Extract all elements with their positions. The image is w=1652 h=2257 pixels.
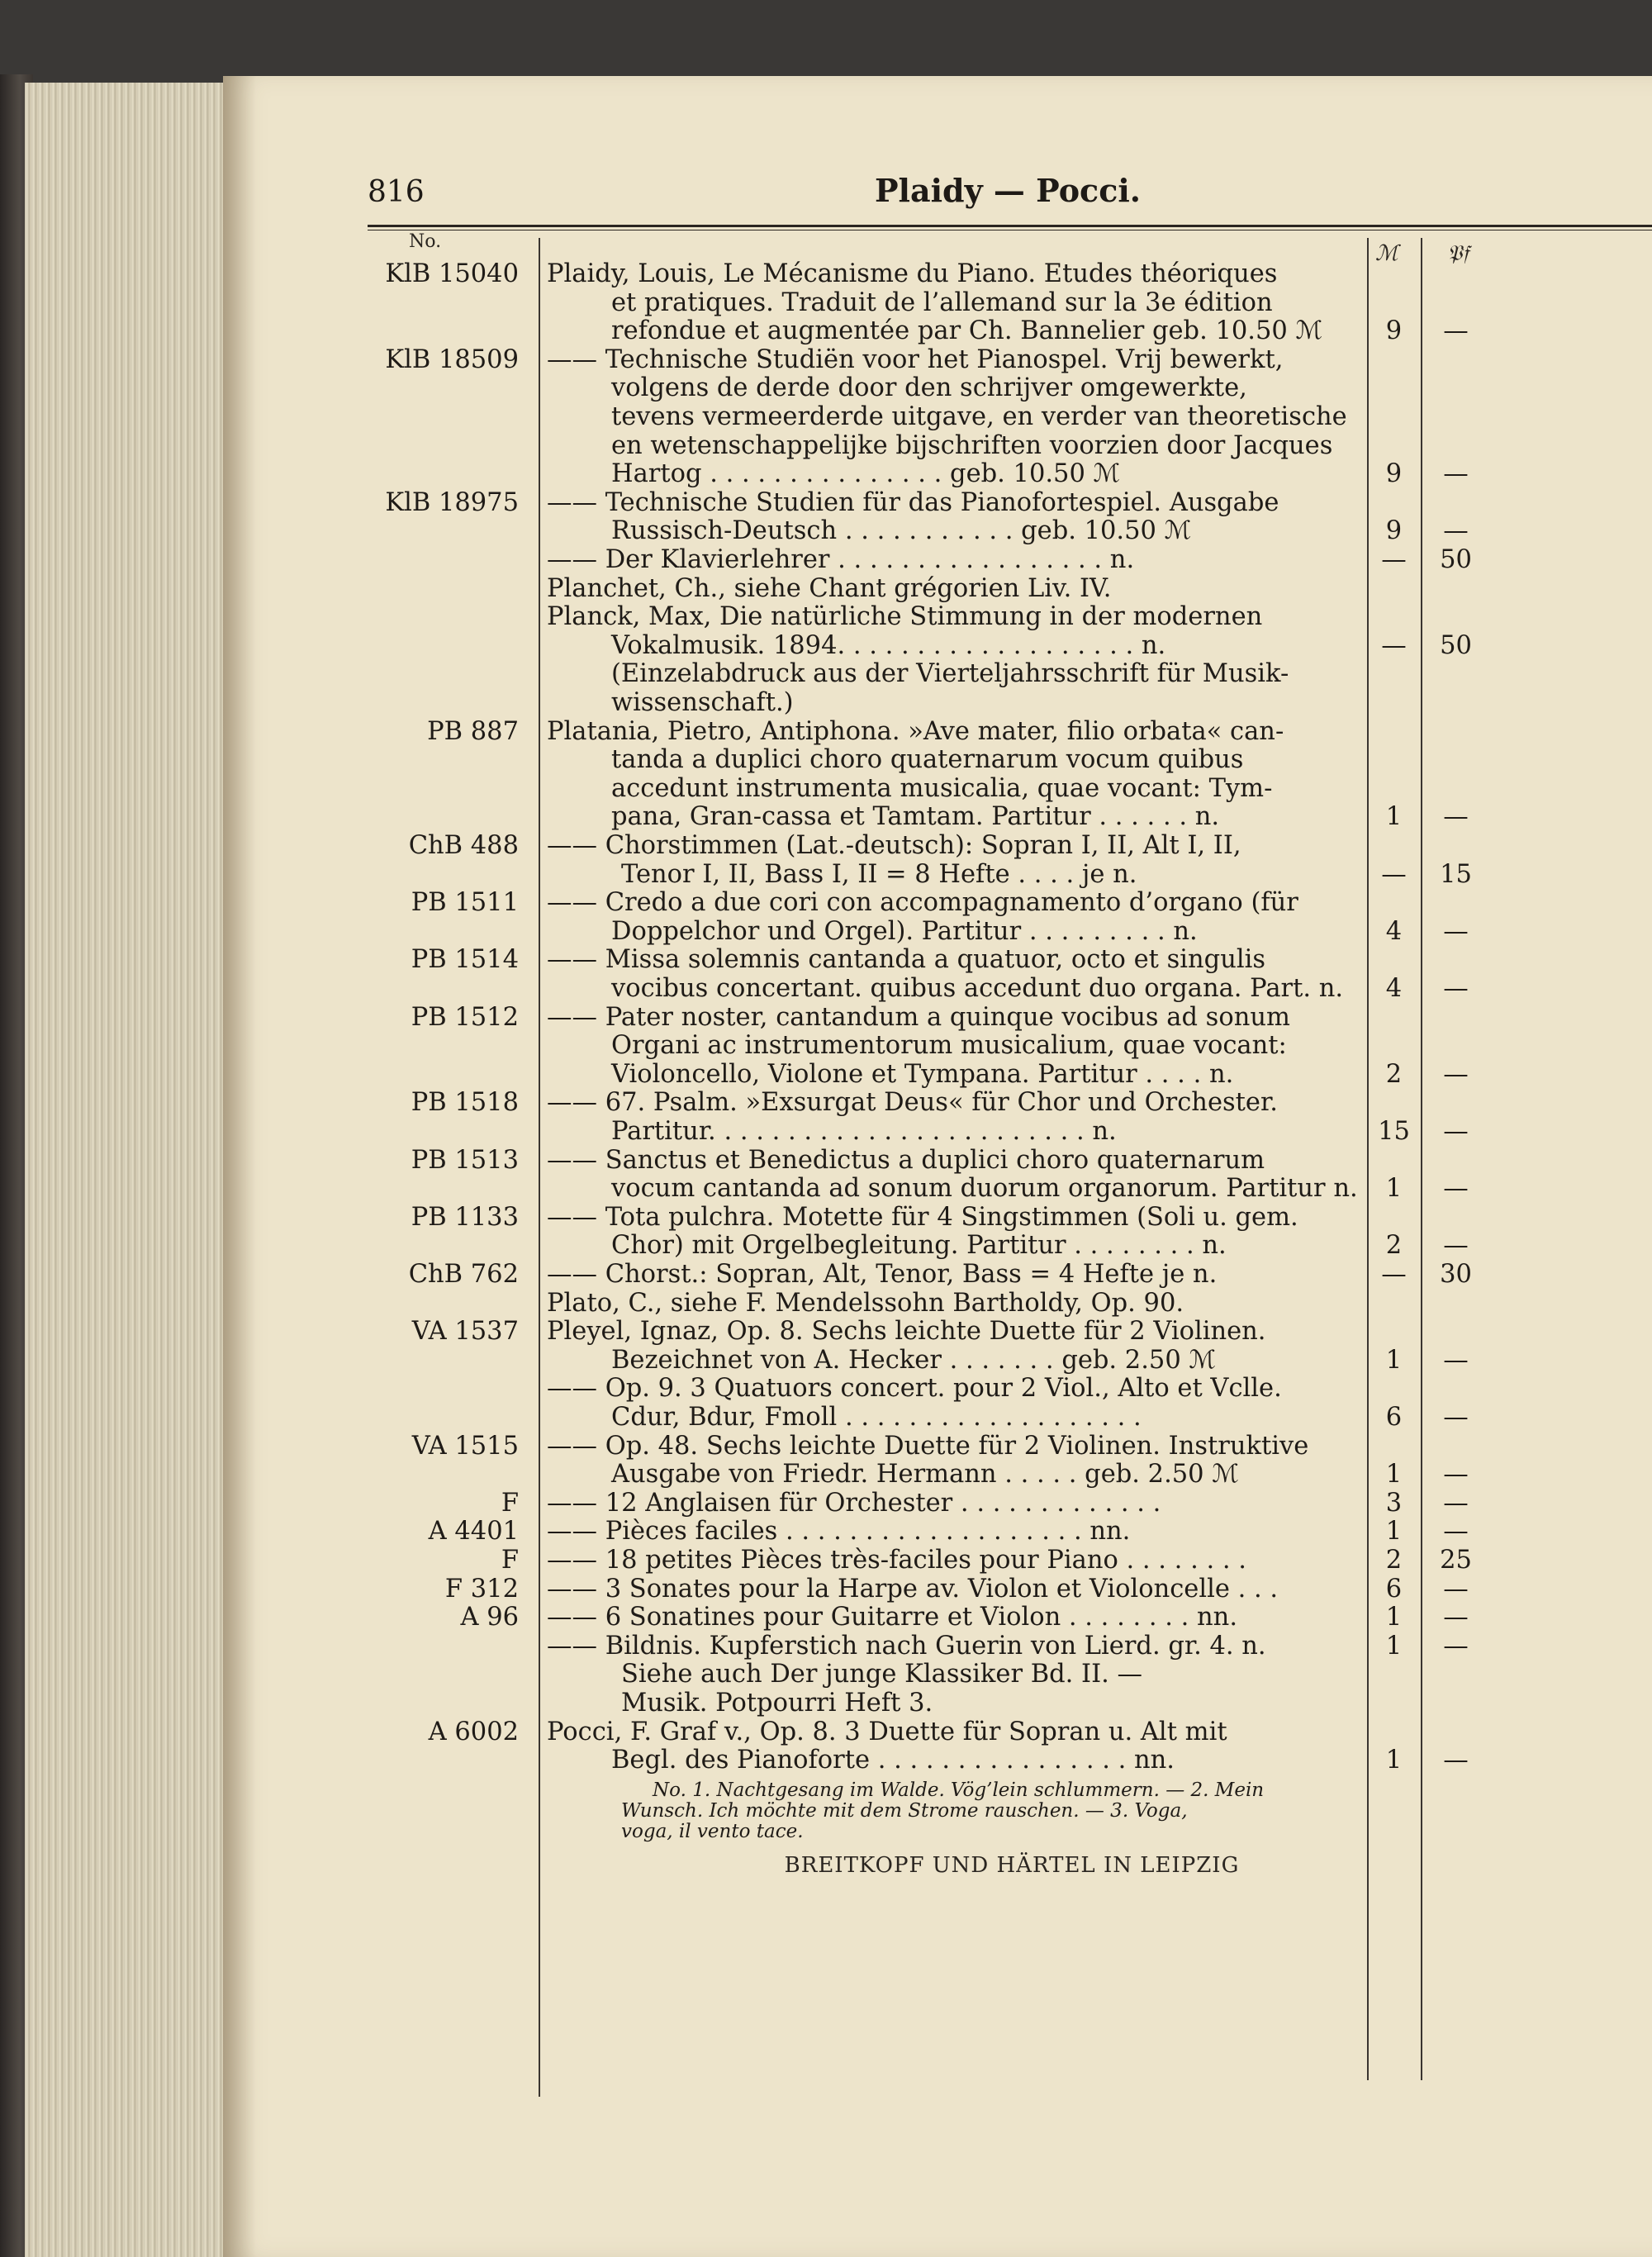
catalog-line	[223, 1174, 1545, 1204]
catalog-line	[223, 974, 1545, 1004]
price-pfennig: —	[1443, 1517, 1469, 1547]
entry-text: Ausgabe von Friedr. Hermann . . . . . geb. 2.50 ℳ	[611, 1460, 1239, 1490]
catalog-line	[223, 1718, 1545, 1747]
catalog-line	[223, 659, 1545, 689]
catalog-line	[223, 1060, 1545, 1090]
price-pfennig: —	[1443, 516, 1469, 546]
entry-text: Chor) mit Orgelbegleitung. Partitur . . . . . . . . n.	[611, 1231, 1227, 1261]
price-mark: 9	[1385, 516, 1403, 546]
price-pfennig: —	[1443, 1117, 1469, 1146]
entry-text: —— Der Klavierlehrer . . . . . . . . . . . . . . . . . n.	[547, 545, 1135, 574]
entry-text: accedunt instrumenta musicalia, quae vocant: Tym-	[611, 773, 1273, 803]
catalog-line	[223, 1260, 1545, 1290]
price-pfennig: —	[1443, 1603, 1469, 1632]
price-mark: 1	[1385, 1603, 1403, 1632]
catalog-number: F	[501, 1546, 519, 1575]
entry-text: —— Tota pulchra. Motette für 4 Singstimmen (Soli u. gem.	[547, 1202, 1298, 1232]
price-pfennig: —	[1443, 1746, 1469, 1775]
catalog-line	[223, 860, 1545, 890]
entry-text: —— Technische Studien für das Pianofortespiel. Ausgabe	[547, 487, 1279, 517]
entry-text: —— Bildnis. Kupferstich nach Guerin von Lierd. gr. 4. n.	[547, 1631, 1266, 1661]
entry-text: Musik. Potpourri Heft 3.	[621, 1689, 933, 1718]
price-mark: 2	[1385, 1231, 1403, 1261]
catalog-line	[223, 1632, 1545, 1661]
catalog-number: A 4401	[428, 1517, 519, 1547]
entry-text: —— Missa solemnis cantanda a quatuor, octo et singulis	[547, 945, 1265, 975]
entry-text: Siehe auch Der junge Klassiker Bd. II. —	[621, 1660, 1143, 1689]
entry-text: Bezeichnet von A. Hecker . . . . . . . geb. 2.50 ℳ	[611, 1345, 1217, 1375]
entry-text: Doppelchor und Orgel). Partitur . . . . . . . . . n.	[611, 916, 1198, 946]
book-page-edges	[25, 83, 240, 2257]
price-mark: 9	[1385, 316, 1403, 346]
entry-text: Organi ac instrumentorum musicalium, quae vocant:	[611, 1031, 1287, 1061]
catalog-line	[223, 431, 1545, 461]
entry-text: volgens de derde door den schrijver omgewerkte,	[611, 373, 1247, 403]
catalog-number: VA 1537	[411, 1317, 519, 1347]
column-header-no: No.	[409, 231, 442, 252]
catalog-line	[223, 1489, 1545, 1518]
entry-text: —— 12 Anglaisen für Orchester . . . . . . . . . . . . .	[547, 1488, 1161, 1518]
price-mark: 3	[1385, 1488, 1403, 1518]
entry-text: Plaidy, Louis, Le Mécanisme du Piano. Etudes théoriques	[547, 259, 1278, 288]
entry-text: Russisch-Deutsch . . . . . . . . . . . geb. 10.50 ℳ	[611, 516, 1192, 546]
catalog-line	[223, 1746, 1545, 1775]
price-mark: 15	[1378, 1117, 1410, 1146]
price-pfennig: 30	[1440, 1260, 1472, 1289]
price-pfennig: 15	[1440, 859, 1472, 889]
catalog-number: F 312	[444, 1574, 519, 1604]
footnote-line	[223, 1821, 1545, 1842]
catalog-line	[223, 631, 1545, 661]
catalog-line	[223, 802, 1545, 832]
catalog-number: A 96	[460, 1603, 519, 1632]
catalog-line	[223, 717, 1545, 747]
catalog-line	[223, 1689, 1545, 1718]
entry-text: Cdur, Bdur, Fmoll . . . . . . . . . . . . . . . . . . .	[611, 1403, 1142, 1432]
catalog-number: VA 1515	[411, 1431, 519, 1461]
price-mark: 4	[1385, 916, 1403, 946]
catalog-line	[223, 373, 1545, 403]
price-pfennig: —	[1443, 1488, 1469, 1518]
catalog-line	[223, 831, 1545, 861]
entry-text: Pocci, F. Graf v., Op. 8. 3 Duette für Sopran u. Alt mit	[547, 1717, 1227, 1746]
entry-text: —— 6 Sonatines pour Guitarre et Violon . . . . . . . . nn.	[547, 1603, 1238, 1632]
catalog-number: A 6002	[428, 1717, 519, 1746]
catalog-line	[223, 545, 1545, 575]
catalog-line	[223, 459, 1545, 489]
catalog-line	[223, 1374, 1545, 1404]
price-pfennig: —	[1443, 974, 1469, 1003]
catalog-line	[223, 1460, 1545, 1490]
entry-text: Violoncello, Violone et Tympana. Partitur . . . . n.	[611, 1059, 1234, 1089]
entry-text: Tenor I, II, Bass I, II = 8 Hefte . . . . je n.	[621, 859, 1137, 889]
footnote-text: No. 1. Nachtgesang im Walde. Vög’lein schlummern. — 2. Mein	[653, 1779, 1265, 1801]
entry-text: en wetenschappelijke bijschriften voorzien door Jacques	[611, 430, 1333, 460]
entry-text: vocibus concertant. quibus accedunt duo organa. Part. n.	[611, 974, 1344, 1003]
price-pfennig: —	[1443, 1174, 1469, 1204]
entry-text: Platania, Pietro, Antiphona. »Ave mater, filio orbata« can-	[547, 716, 1284, 746]
price-mark: —	[1381, 545, 1407, 574]
entry-text: (Einzelabdruck aus der Vierteljahrsschrift für Musik-	[611, 659, 1289, 689]
entry-text: Partitur. . . . . . . . . . . . . . . . . . . . . . . . n.	[611, 1117, 1117, 1146]
publisher-footer: BREITKOPF UND HÄRTEL IN LEIPZIG	[784, 1852, 1240, 1878]
catalog-line	[223, 688, 1545, 718]
price-mark: 1	[1385, 1631, 1403, 1661]
catalog-number: PB 887	[427, 716, 519, 746]
footnote-text: voga, il vento tace.	[621, 1820, 804, 1842]
price-mark: —	[1381, 1260, 1407, 1289]
catalog-line	[223, 1546, 1545, 1575]
price-mark: 9	[1385, 459, 1403, 489]
catalog-line	[223, 1003, 1545, 1033]
entry-text: tevens vermeerderde uitgave, en verder van theoretische	[611, 402, 1347, 431]
entry-text: —— 3 Sonates pour la Harpe av. Violon et Violoncelle . . .	[547, 1574, 1279, 1604]
price-mark: 1	[1385, 1517, 1403, 1547]
catalog-line	[223, 774, 1545, 804]
footnote-line	[223, 1800, 1545, 1822]
catalog-line	[223, 1117, 1545, 1147]
catalog-line	[223, 1289, 1545, 1319]
catalog-number: PB 1511	[411, 888, 519, 918]
price-mark: 1	[1385, 1746, 1403, 1775]
price-mark: 2	[1385, 1059, 1403, 1089]
catalog-line	[223, 1517, 1545, 1547]
entry-text: Planck, Max, Die natürliche Stimmung in der modernen	[547, 602, 1263, 632]
entry-text: Vokalmusik. 1894. . . . . . . . . . . . . . . . . . . n.	[611, 630, 1166, 660]
catalog-line	[223, 1317, 1545, 1347]
price-pfennig: —	[1443, 316, 1469, 346]
column-header-pfennig: 𝔓𝔣	[1446, 241, 1469, 266]
entry-text: —— Op. 48. Sechs leichte Duette für 2 Violinen. Instruktive	[547, 1431, 1309, 1461]
footnote-text: Wunsch. Ich möchte mit dem Strome rauschen. — 3. Voga,	[621, 1799, 1188, 1822]
footnote-line	[223, 1779, 1545, 1801]
entry-text: —— Pater noster, cantandum a quinque vocibus ad sonum	[547, 1002, 1290, 1032]
price-pfennig: —	[1443, 1231, 1469, 1261]
catalog-line	[223, 259, 1545, 289]
price-mark: 1	[1385, 1345, 1403, 1375]
catalog-line	[223, 888, 1545, 918]
catalog-line	[223, 1088, 1545, 1118]
catalog-line	[223, 945, 1545, 975]
price-pfennig: —	[1443, 1460, 1469, 1490]
catalog-number: PB 1133	[411, 1202, 519, 1232]
price-mark: —	[1381, 859, 1407, 889]
page-number: 816	[368, 175, 425, 209]
entry-text: tanda a duplici choro quaternarum vocum quibus	[611, 745, 1244, 775]
catalog-number: ChB 488	[408, 831, 519, 860]
price-pfennig: —	[1443, 1345, 1469, 1375]
catalog-number: PB 1514	[411, 945, 519, 975]
price-mark: 6	[1385, 1574, 1403, 1604]
entry-text: —— Chorst.: Sopran, Alt, Tenor, Bass = 4 Hefte je n.	[547, 1260, 1218, 1289]
catalog-line	[223, 1146, 1545, 1176]
entry-text: —— Credo a due cori con accompagnamento d’organo (für	[547, 888, 1298, 918]
entry-text: vocum cantanda ad sonum duorum organorum. Partitur n.	[611, 1174, 1358, 1204]
catalog-number: KlB 18975	[385, 487, 519, 517]
catalog-line	[223, 402, 1545, 432]
price-pfennig: —	[1443, 1403, 1469, 1432]
catalog-number: PB 1512	[411, 1002, 519, 1032]
entry-text: et pratiques. Traduit de l’allemand sur la 3e édition	[611, 287, 1273, 317]
catalog-line	[223, 602, 1545, 632]
catalog-line	[223, 288, 1545, 318]
catalog-line	[223, 1031, 1545, 1061]
catalog-number: PB 1518	[411, 1088, 519, 1118]
catalog-line	[223, 574, 1545, 604]
entry-text: Planchet, Ch., siehe Chant grégorien Liv. IV.	[547, 573, 1112, 603]
catalog-number: F	[501, 1488, 519, 1518]
catalog-number: KlB 15040	[385, 259, 519, 288]
entry-text: —— Technische Studiën voor het Pianospel. Vrij bewerkt,	[547, 344, 1284, 374]
price-pfennig: —	[1443, 916, 1469, 946]
catalog-number: PB 1513	[411, 1145, 519, 1175]
entry-text: —— 18 petites Pièces très-faciles pour Piano . . . . . . . .	[547, 1546, 1246, 1575]
price-mark: 1	[1385, 1460, 1403, 1490]
price-pfennig: 50	[1440, 630, 1472, 660]
catalog-line	[223, 1346, 1545, 1376]
entry-text: Begl. des Pianoforte . . . . . . . . . . . . . . . . nn.	[611, 1746, 1175, 1775]
entry-text: pana, Gran-cassa et Tamtam. Partitur . . . . . . n.	[611, 802, 1220, 832]
entry-text: —— 67. Psalm. »Exsurgat Deus« für Chor und Orchester.	[547, 1088, 1278, 1118]
catalog-line	[223, 1603, 1545, 1632]
price-pfennig: —	[1443, 1574, 1469, 1604]
entry-text: refondue et augmentée par Ch. Bannelier geb. 10.50 ℳ	[611, 316, 1323, 346]
catalog-line	[223, 516, 1545, 546]
catalog-line	[223, 1575, 1545, 1604]
catalog-line	[223, 917, 1545, 947]
catalog-line	[223, 345, 1545, 375]
catalog-line	[223, 1203, 1545, 1233]
catalog-line	[223, 1231, 1545, 1261]
price-pfennig: —	[1443, 802, 1469, 832]
price-pfennig: 50	[1440, 545, 1472, 574]
price-mark: 6	[1385, 1403, 1403, 1432]
catalog-line	[223, 1432, 1545, 1461]
price-mark: 2	[1385, 1546, 1403, 1575]
entry-text: Hartog . . . . . . . . . . . . . . . geb. 10.50 ℳ	[611, 459, 1121, 489]
entry-text: —— Sanctus et Benedictus a duplici choro quaternarum	[547, 1145, 1265, 1175]
price-pfennig: —	[1443, 1059, 1469, 1089]
price-mark: 1	[1385, 1174, 1403, 1204]
price-mark: 4	[1385, 974, 1403, 1003]
catalog-number: ChB 762	[408, 1260, 519, 1289]
price-pfennig: 25	[1440, 1546, 1472, 1575]
entry-text: —— Chorstimmen (Lat.-deutsch): Sopran I, II, Alt I, II,	[547, 831, 1241, 860]
price-mark: —	[1381, 630, 1407, 660]
entry-text: Plato, C., siehe F. Mendelssohn Bartholdy, Op. 90.	[547, 1288, 1184, 1318]
catalog-line	[223, 1403, 1545, 1433]
entry-text: —— Pièces faciles . . . . . . . . . . . . . . . . . . . nn.	[547, 1517, 1131, 1547]
catalog-line	[223, 488, 1545, 518]
column-header-mark: ℳ	[1375, 241, 1398, 266]
entry-text: wissenschaft.)	[611, 688, 794, 717]
price-pfennig: —	[1443, 459, 1469, 489]
header-rule	[368, 225, 1652, 230]
catalog-line	[223, 316, 1545, 346]
entry-text: —— Op. 9. 3 Quatuors concert. pour 2 Viol., Alto et Vclle.	[547, 1374, 1282, 1404]
entry-text: Pleyel, Ignaz, Op. 8. Sechs leichte Duette für 2 Violinen.	[547, 1317, 1266, 1347]
price-mark: 1	[1385, 802, 1403, 832]
catalog-page	[223, 76, 1652, 2257]
catalog-number: KlB 18509	[385, 344, 519, 374]
catalog-line	[223, 745, 1545, 775]
running-head: Plaidy — Pocci.	[874, 172, 1142, 209]
price-pfennig: —	[1443, 1631, 1469, 1661]
catalog-line	[223, 1660, 1545, 1689]
